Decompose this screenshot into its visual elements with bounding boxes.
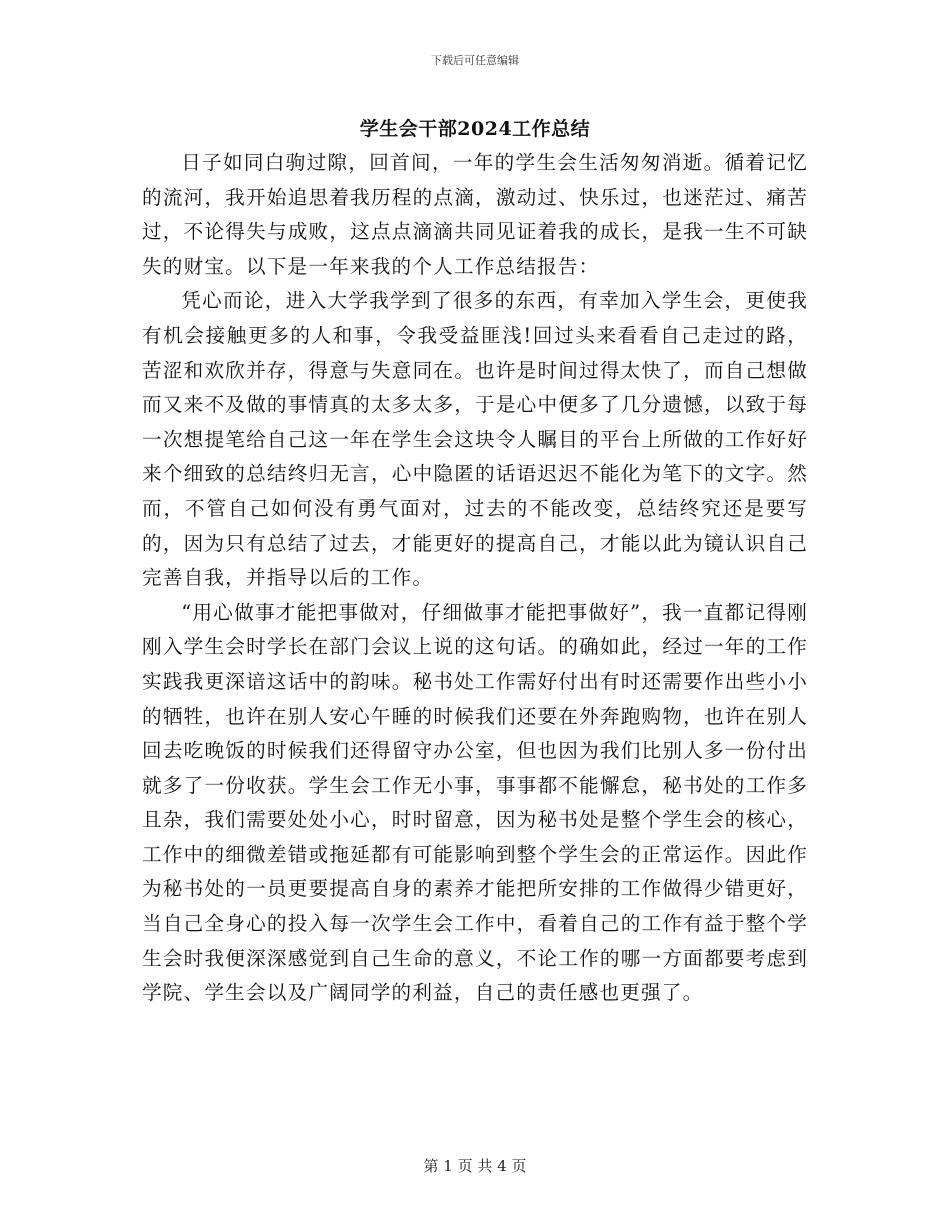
page-header-note: 下载后可任意编辑: [431, 54, 519, 67]
page-footer-page-number: 第 1 页 共 4 页: [423, 1157, 527, 1175]
paragraph-reflection: 凭心而论，进入大学我学到了很多的东西，有幸加入学生会，更使我有机会接触更多的人和事，令我受益匪浅!回过头来看看自己走过的路，苦涩和欢欣并存，得意与失意同在。也许是时间过得太快了，而自己想做而又来不及做的事情真的太多太多，于是心中便多了几分遗憾，以致于每一次想提笔给自己这一年在学生会这块令人瞩目的平台上所做的工作好好来个细致的总结终归无言，心中隐匿的话语迟迟不能化为笔下的文字。然而，不管自己如何没有勇气面对，过去的不能改变，总结终究还是要写的，因为只有总结了过去，才能更好的提高自己，才能以此为镜认识自己完善自我，并指导以后的工作。: [142, 289, 808, 590]
paragraph-secretariat-work: “用心做事才能把事做对，仔细做事才能把事做好”，我一直都记得刚刚入学生会时学长在部门会议上说的这句话。的确如此，经过一年的工作实践我更深谙这话中的韵味。秘书处工作需好付出有时还需要作出些小小的牺牲，也许在别人安心午睡的时候我们还要在外奔跑购物，也许在别人回去吃晚饭的时候我们还得留守办公室，但也因为我们比别人多一份付出就多了一份收获。学生会工作无小事，事事都不能懈怠，秘书处的工作多且杂，我们需要处处小心，时时留意，因为秘书处是整个学生会的核心，工作中的细微差错或拖延都有可能影响到整个学生会的正常运作。因此作为秘书处的一员更要提高自身的素养才能把所安排的工作做得少错更好，当自己全身心的投入每一次学生会工作中，看着自己的工作有益于整个学生会时我便深深感觉到自己生命的意义，不论工作的哪一方面都要考虑到学院、学生会以及广阔同学的利益，自己的责任感也更强了。: [142, 600, 808, 1005]
paragraph-intro: 日子如同白驹过隙，回首间，一年的学生会生活匆匆消逝。循着记忆的流河，我开始追思着我历程的点滴，激动过、快乐过，也迷茫过、痛苦过，不论得失与成败，这点点滴滴共同见证着我的成长，是我一生不可缺失的财宝。以下是一年来我的个人工作总结报告：: [142, 151, 808, 278]
document-title: 学生会干部2024工作总结: [359, 118, 591, 140]
document-body: [142, 146, 808, 1011]
